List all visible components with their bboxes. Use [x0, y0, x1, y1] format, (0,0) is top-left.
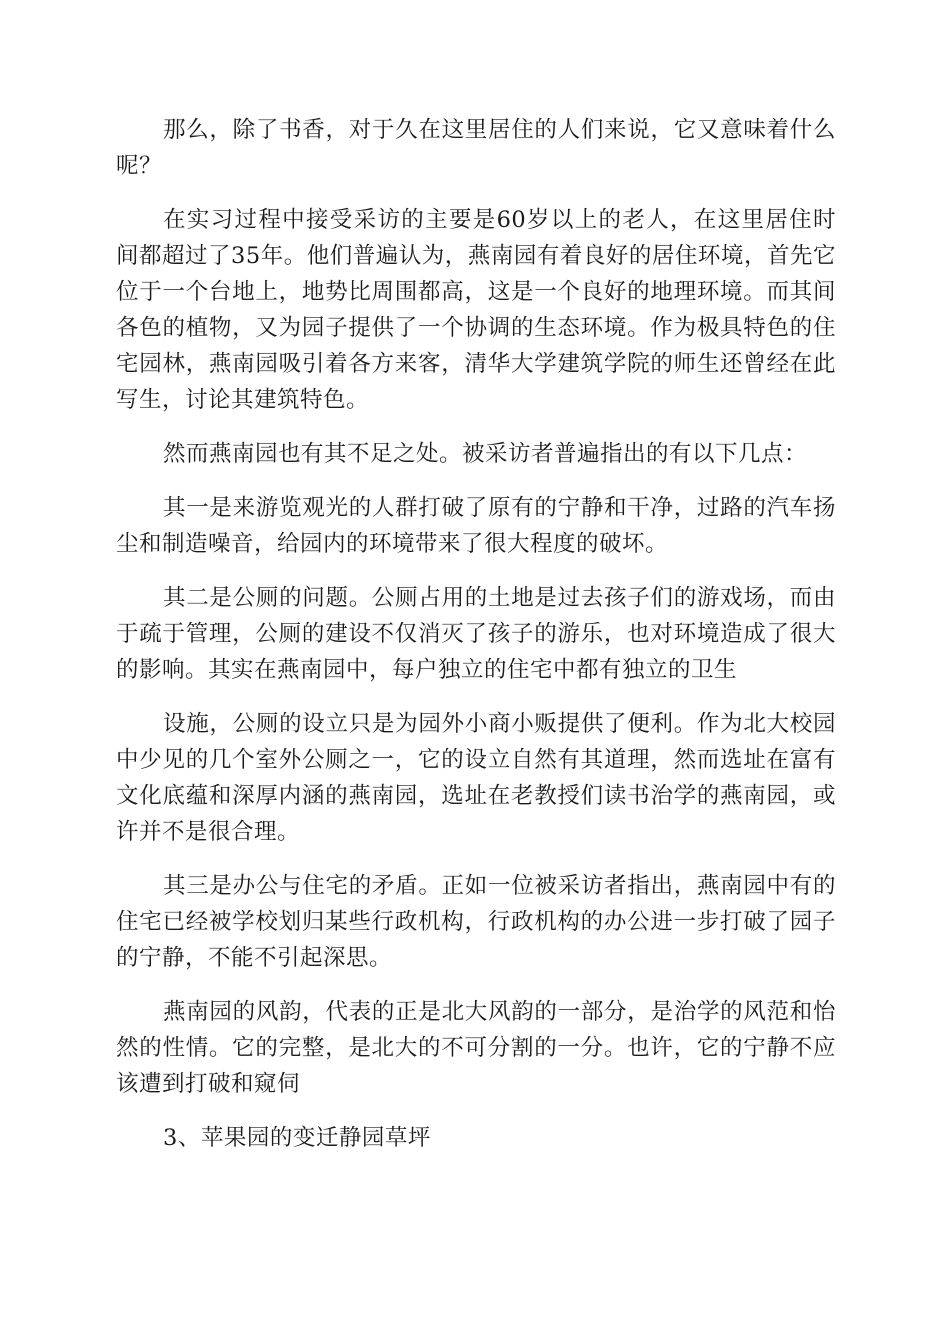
paragraph-point-two: 其二是公厕的问题。公厕占用的土地是过去孩子们的游戏场，而由于疏于管理，公厕的建设不仅消灭了孩子的游乐，也对环境造成了很大的影响。其实在燕南园中，每户独立的住宅中都有独立的卫生	[116, 585, 836, 683]
paragraph-interview-summary: 在实习过程中接受采访的主要是60岁以上的老人，在这里居住时间都超过了35年。他们普遍认为，燕南园有着良好的居住环境，首先它位于一个台地上，地势比周围都高，这是一个良好的地理环境。而其间各色的植物，又为园子提供了一个协调的生态环境。作为极具特色的住宅园林，燕南园吸引着各方来客，清华大学建筑学院的师生还曾经在此写生，讨论其建筑特色。	[116, 207, 836, 413]
paragraph-shortcomings-intro: 然而燕南园也有其不足之处。被采访者普遍指出的有以下几点：	[163, 441, 808, 467]
document-page	[116, 112, 836, 1174]
paragraph-point-three: 其三是办公与住宅的矛盾。正如一位被采访者指出，燕南园中有的住宅已经被学校划归某些行政机构，行政机构的办公进一步打破了园子的宁静，不能不引起深思。	[116, 873, 836, 971]
paragraph-question: 那么，除了书香，对于久在这里居住的人们来说，它又意味着什么呢？	[116, 117, 836, 179]
paragraph-point-two-continued: 设施，公厕的设立只是为园外小商小贩提供了便利。作为北大校园中少见的几个室外公厕之一，它的设立自然有其道理，然而选址在富有文化底蕴和深厚内涵的燕南园，选址在老教授们读书治学的燕南园，或许并不是很合理。	[116, 711, 836, 845]
paragraph-point-one: 其一是来游览观光的人群打破了原有的宁静和干净，过路的汽车扬尘和制造噪音，给园内的环境带来了很大程度的破坏。	[116, 495, 836, 557]
section-heading: 3、苹果园的变迁静园草坪	[163, 1125, 431, 1151]
paragraph-conclusion: 燕南园的风韵，代表的正是北大风韵的一部分，是治学的风范和怡然的性情。它的完整，是北大的不可分割的一分。也许，它的宁静不应该遭到打破和窥伺	[116, 999, 836, 1097]
